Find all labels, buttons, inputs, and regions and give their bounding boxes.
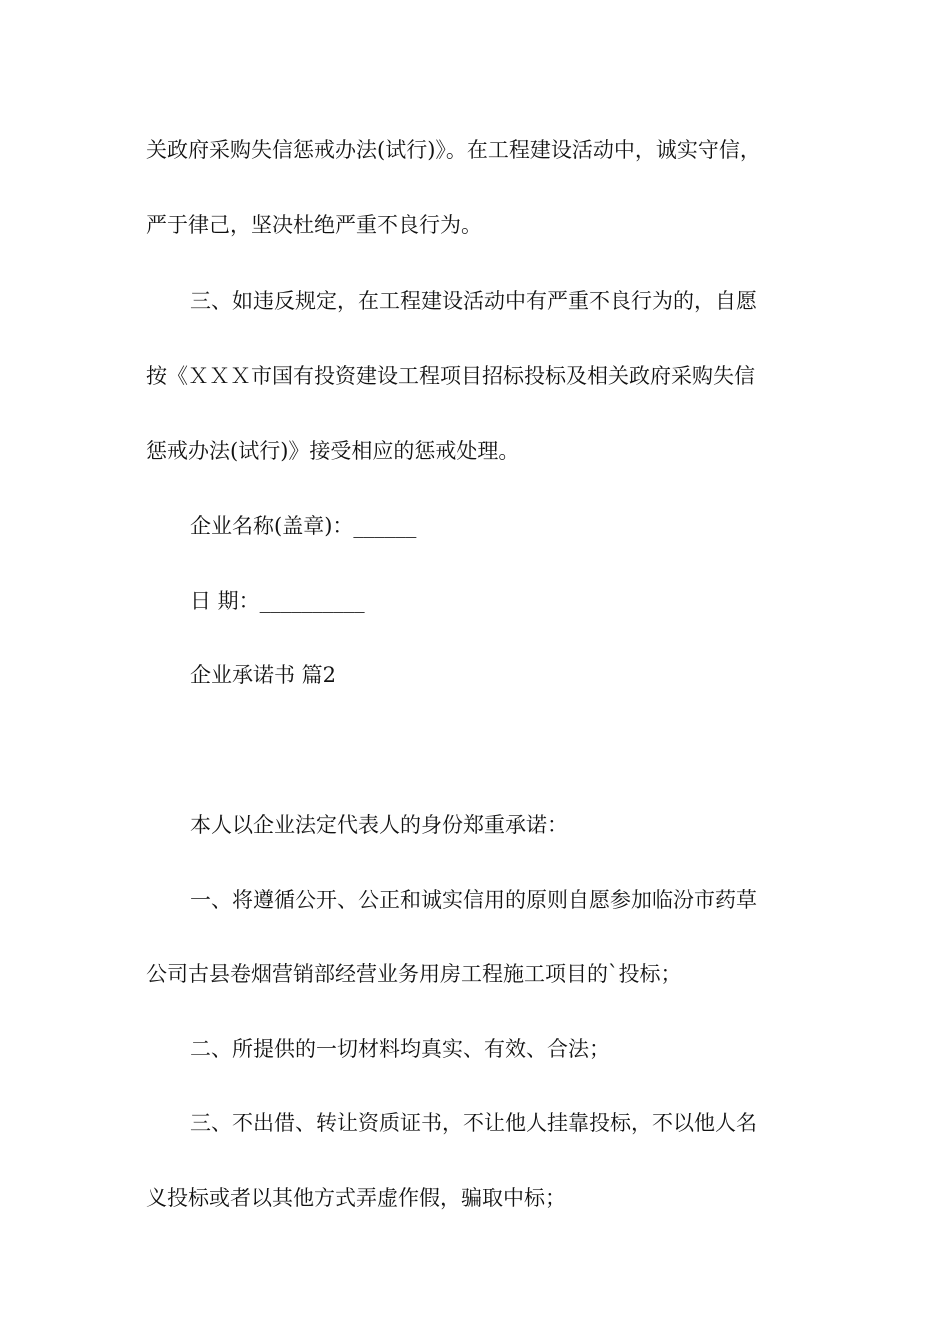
company-name-field: 企业名称(盖章)：______: [190, 514, 417, 538]
date-field: 日 期：__________: [190, 589, 365, 613]
paragraph-line: 本人以企业法定代表人的身份郑重承诺：: [190, 813, 568, 837]
paragraph-line: 惩戒办法(试行)》接受相应的惩戒处理。: [146, 439, 520, 463]
paragraph-line: 义投标或者以其他方式弄虚作假，骗取中标；: [146, 1186, 566, 1210]
section-heading: 企业承诺书 篇2: [190, 663, 337, 687]
paragraph-line: 按《ＸＸＸ市国有投资建设工程项目招标投标及相关政府采购失信: [146, 364, 755, 388]
paragraph-line: 严于律己，坚决杜绝严重不良行为。: [146, 213, 482, 237]
paragraph-line: 三、如违反规定，在工程建设活动中有严重不良行为的，自愿: [190, 289, 757, 313]
paragraph-line: 公司古县卷烟营销部经营业务用房工程施工项目的`投标；: [146, 962, 682, 986]
paragraph-line: 一、将遵循公开、公正和诚实信用的原则自愿参加临汾市药草: [190, 888, 757, 912]
paragraph-line: 三、不出借、转让资质证书，不让他人挂靠投标，不以他人名: [190, 1111, 757, 1135]
paragraph-line: 二、所提供的一切材料均真实、有效、合法；: [190, 1037, 610, 1061]
paragraph-line: 关政府采购失信惩戒办法(试行)》。在工程建设活动中，诚实守信，: [146, 138, 761, 162]
